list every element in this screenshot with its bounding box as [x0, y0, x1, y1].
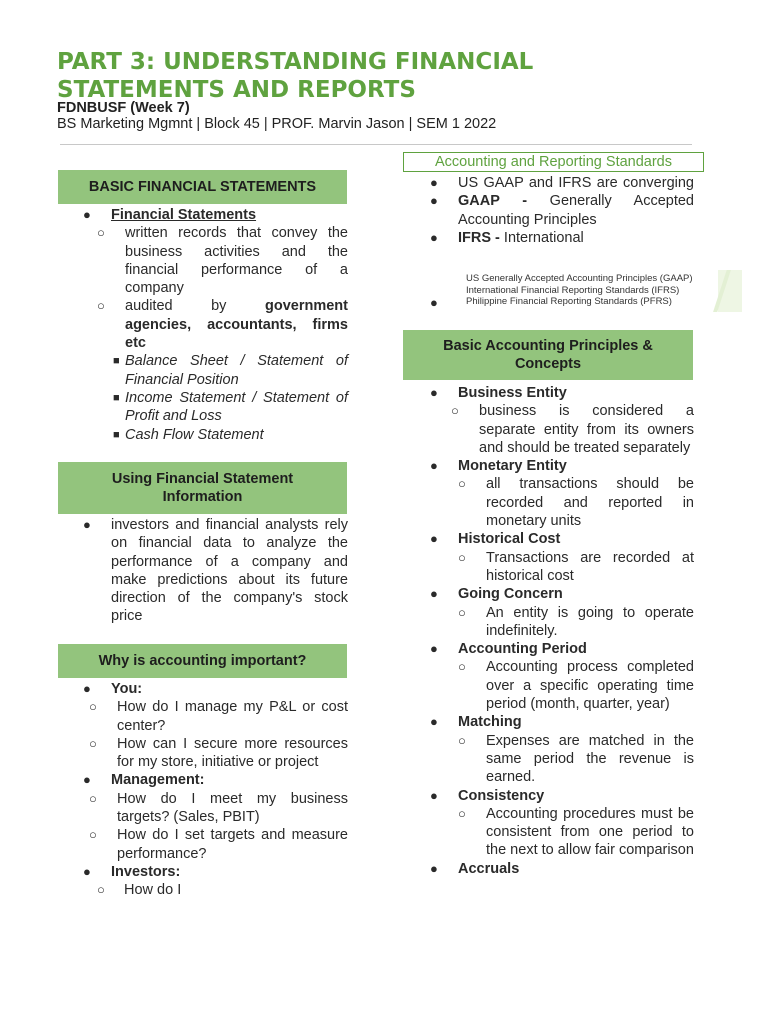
- hollow-bullet-icon: ○: [89, 827, 97, 843]
- statement-type: Cash Flow Statement: [125, 426, 264, 443]
- list-item: [426, 860, 694, 878]
- list-subsubitem: [80, 352, 348, 389]
- image-text-line: Philippine Financial Reporting Standards (PFRS): [466, 296, 672, 307]
- subitem-text: written records that convey the business activities and the financial performance of a company: [125, 225, 348, 297]
- empty-bullet: [426, 294, 446, 312]
- hollow-bullet-icon: ○: [458, 659, 466, 675]
- list-subitem: [426, 402, 694, 457]
- bullet-icon: ●: [430, 385, 438, 400]
- list-item: [80, 863, 348, 881]
- course-meta: BS Marketing Mgmnt | Block 45 | PROF. Marvin Jason | SEM 1 2022: [57, 116, 497, 132]
- hollow-bullet-icon: ○: [458, 732, 466, 748]
- hollow-bullet-icon: ○: [89, 735, 97, 751]
- list-subitem: [80, 790, 348, 827]
- list-item: [426, 384, 694, 402]
- hollow-bullet-icon: ○: [458, 805, 466, 821]
- list-subitem: [80, 735, 348, 772]
- image-text-line: International Financial Reporting Standards (IFRS): [466, 285, 680, 296]
- bullet-icon: ●: [430, 229, 438, 245]
- list-subitem: [80, 698, 348, 735]
- item-label: You:: [111, 681, 143, 697]
- bullet-icon: ●: [430, 586, 438, 602]
- principle-desc: Expenses are matched in the same period the revenue is earned.: [486, 732, 694, 786]
- list-item: [426, 585, 694, 603]
- list-subitem: [426, 475, 694, 530]
- subitem-text: How do I: [124, 882, 182, 899]
- principle-desc: all transactions should be recorded and reported in monetary units: [486, 476, 694, 530]
- square-bullet-icon: ■: [113, 355, 120, 368]
- list-item: [426, 229, 694, 247]
- hollow-bullet-icon: ○: [458, 549, 466, 565]
- principle-name: Monetary Entity: [458, 458, 567, 475]
- heading-line-2: Information: [162, 489, 243, 505]
- bullet-icon: ●: [430, 860, 438, 876]
- bullet-icon: ●: [430, 175, 438, 190]
- principles-list: [426, 384, 694, 878]
- list-item: [426, 787, 694, 805]
- list-item: [426, 294, 446, 312]
- section-heading-principles: [403, 330, 693, 380]
- square-bullet-icon: ■: [113, 428, 120, 441]
- subitem-text: How do I set targets and measure performance?: [117, 827, 348, 862]
- bullet-icon: ●: [430, 531, 438, 547]
- section-heading-basic-statements: [58, 170, 347, 204]
- list-item: [426, 530, 694, 548]
- standards-image: [462, 270, 742, 312]
- image-text-line: US Generally Accepted Accounting Principles (GAAP): [466, 273, 693, 284]
- item-label: Financial Statements: [111, 207, 257, 223]
- list-item: [426, 713, 694, 731]
- bullet-icon: ●: [430, 458, 438, 474]
- heading-line-1: Basic Accounting Principles &: [443, 338, 653, 354]
- bullet-icon: ●: [83, 207, 91, 222]
- course-code: FDNBUSF (Week 7): [57, 100, 190, 116]
- item-text: Generally Accepted Accounting Principles: [458, 193, 694, 228]
- statement-type: Balance Sheet / Statement of Financial Position: [125, 353, 348, 388]
- list-subitem: [426, 658, 694, 713]
- list-subitem: [426, 604, 694, 641]
- hollow-bullet-icon: ○: [451, 403, 459, 419]
- hollow-bullet-icon: ○: [97, 882, 105, 898]
- bullet-icon: ●: [430, 295, 438, 310]
- section-heading-using-info: [58, 462, 347, 514]
- bullet-icon: ●: [430, 714, 438, 730]
- list-subitem: [426, 732, 694, 787]
- hollow-bullet-icon: ○: [97, 298, 105, 314]
- list-subitem: [426, 805, 694, 860]
- list-subsubitem: [80, 426, 348, 444]
- hollow-bullet-icon: ○: [97, 225, 105, 241]
- list-item: [80, 771, 348, 789]
- principle-name: Accounting Period: [458, 641, 587, 658]
- hollow-bullet-icon: ○: [89, 790, 97, 806]
- list-subitem: [426, 549, 694, 586]
- title-line-1: PART 3: UNDERSTANDING FINANCIAL: [57, 49, 534, 75]
- item-text: International: [503, 229, 584, 246]
- principle-name: Business Entity: [458, 385, 567, 401]
- bullet-icon: ●: [430, 641, 438, 657]
- list-subsubitem: [80, 389, 348, 426]
- principle-desc: Accounting procedures must be consistent from one period to the next to allow fair comparison: [486, 805, 694, 859]
- bullet-icon: ●: [430, 193, 438, 209]
- principle-name: Going Concern: [458, 586, 563, 603]
- principle-name: Matching: [458, 714, 522, 731]
- heading-text: Accounting and Reporting Standards: [435, 154, 672, 170]
- using-info-list: [80, 516, 348, 626]
- principle-desc: Transactions are recorded at historical cost: [486, 549, 694, 584]
- hollow-bullet-icon: ○: [458, 604, 466, 620]
- list-item: [426, 192, 694, 229]
- bullet-icon: ●: [83, 772, 91, 788]
- subitem-text: audited by: [125, 298, 227, 315]
- list-item: [426, 640, 694, 658]
- section-heading-standards: [403, 152, 704, 172]
- why-accounting-list: [80, 680, 348, 900]
- bullet-icon: ●: [430, 787, 438, 803]
- principle-desc: An entity is going to operate indefinitely.: [486, 604, 694, 639]
- page-title: [57, 48, 697, 104]
- bullet-icon: ●: [83, 863, 91, 879]
- section-heading-why-accounting: [58, 644, 347, 678]
- heading-text: Why is accounting important?: [98, 653, 307, 669]
- bullet-icon: ●: [83, 681, 91, 696]
- subitem-bold-text: government agencies, accountants, firms etc: [125, 298, 348, 352]
- heading-line-2: Concepts: [514, 356, 582, 372]
- principle-desc: business is considered a separate entity from its owners and should be treated separately: [479, 403, 694, 456]
- statement-type: Income Statement / Statement of Profit and Loss: [125, 389, 348, 425]
- item-bold-text: IFRS -: [458, 229, 500, 246]
- heading-line-1: Using Financial Statement: [111, 471, 294, 487]
- principle-name: Consistency: [458, 787, 545, 804]
- list-subitem: [80, 881, 348, 899]
- hollow-bullet-icon: ○: [89, 699, 97, 715]
- basic-statements-list: [80, 206, 348, 444]
- using-info-text: investors and financial analysts rely on financial data to analyze the performance of a company and make predictions about its future direction of the company's stock price: [111, 517, 348, 625]
- hollow-bullet-icon: ○: [458, 476, 466, 492]
- principle-name: Accruals: [458, 860, 520, 877]
- principle-desc: Accounting process completed over a specific operating time period (month, quarter, year): [486, 659, 694, 713]
- subitem-text: How can I secure more resources for my store, initiative or project: [117, 735, 348, 771]
- list-item: [426, 174, 694, 192]
- item-bold-text: GAAP -: [458, 193, 528, 210]
- square-bullet-icon: ■: [113, 391, 120, 404]
- list-item: [426, 457, 694, 475]
- list-subitem: [80, 297, 348, 352]
- principle-name: Historical Cost: [458, 531, 561, 548]
- item-label: Investors:: [111, 863, 181, 880]
- title-line-2: STATEMENTS AND REPORTS: [57, 77, 416, 103]
- bullet-icon: ●: [83, 517, 91, 532]
- item-text: US GAAP and IFRS are converging: [458, 175, 694, 191]
- list-subitem: [80, 826, 348, 863]
- item-label: Management:: [111, 772, 205, 789]
- header-divider: [60, 144, 692, 145]
- list-subitem: [80, 224, 348, 297]
- list-item: [80, 680, 348, 698]
- subitem-text: How do I manage my P&L or cost center?: [117, 699, 348, 734]
- list-item: [80, 206, 348, 224]
- subitem-text: How do I meet my business targets? (Sales, PBIT): [117, 790, 348, 826]
- heading-text: BASIC FINANCIAL STATEMENTS: [88, 179, 317, 195]
- standards-list: [426, 174, 694, 247]
